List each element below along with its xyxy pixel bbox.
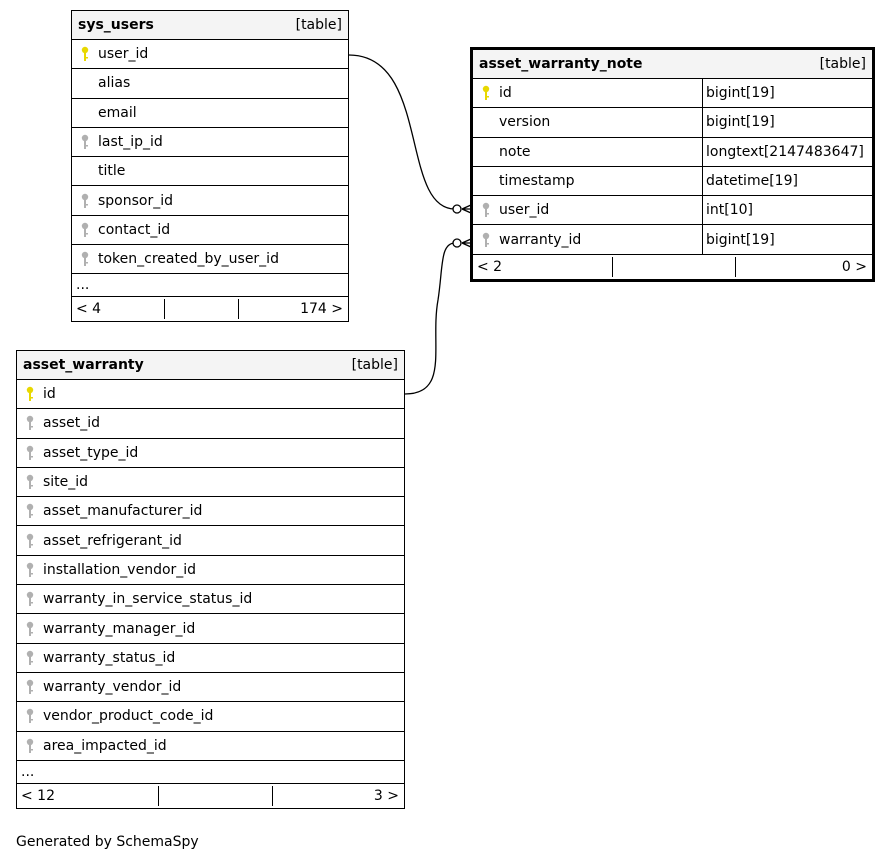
column-name: warranty_vendor_id	[43, 679, 182, 696]
column-type: int[10]	[702, 196, 872, 224]
column-row-sponsor-id[interactable]	[72, 186, 348, 215]
table-name: sys_users	[78, 17, 154, 33]
column-name: installation_vendor_id	[43, 561, 197, 578]
table-header	[17, 351, 404, 380]
column-name: warranty_id	[499, 231, 582, 248]
column-name: asset_id	[43, 415, 101, 432]
foreign-key-icon	[17, 474, 43, 490]
foreign-key-icon	[17, 562, 43, 578]
column-name: email	[98, 104, 137, 121]
column-row-version[interactable]	[473, 108, 872, 137]
column-row-warranty-status-id[interactable]	[17, 644, 404, 673]
link-warranty-id-optional-marker	[453, 239, 461, 247]
foreign-key-icon	[72, 222, 98, 238]
column-name: contact_id	[98, 221, 171, 238]
footer-divider	[735, 257, 736, 277]
table-type-label: [table]	[351, 357, 398, 373]
parents-count[interactable]: < 2	[477, 258, 503, 275]
column-row-last-ip-id[interactable]	[72, 128, 348, 157]
column-row-asset-refrigerant-id[interactable]	[17, 526, 404, 555]
foreign-key-icon	[17, 533, 43, 549]
table-name: asset_warranty	[23, 357, 144, 373]
foreign-key-icon	[17, 503, 43, 519]
column-name: token_created_by_user_id	[98, 251, 279, 268]
table-header	[473, 50, 872, 79]
column-type: longtext[2147483647]	[702, 138, 872, 166]
foreign-key-icon	[72, 193, 98, 209]
column-type: datetime[19]	[702, 167, 872, 195]
column-row-alias[interactable]	[72, 69, 348, 98]
column-name: warranty_in_service_status_id	[43, 591, 253, 608]
more-columns-indicator: ...	[17, 761, 404, 784]
table-header	[72, 11, 348, 40]
foreign-key-icon	[72, 134, 98, 150]
column-name: vendor_product_code_id	[43, 708, 214, 725]
foreign-key-icon	[17, 445, 43, 461]
column-row-user-id[interactable]	[72, 40, 348, 69]
column-name: user_id	[98, 46, 149, 63]
column-row-asset-type-id[interactable]	[17, 439, 404, 468]
column-row-warranty-vendor-id[interactable]	[17, 673, 404, 702]
column-name: alias	[98, 75, 131, 92]
column-row-vendor-product-code-id[interactable]	[17, 702, 404, 731]
column-row-installation-vendor-id[interactable]	[17, 556, 404, 585]
table-name: asset_warranty_note	[479, 56, 643, 72]
footer-divider	[158, 786, 159, 806]
column-row-title[interactable]	[72, 157, 348, 186]
column-row-note[interactable]	[473, 138, 872, 167]
column-row-contact-id[interactable]	[72, 216, 348, 245]
table-type-label: [table]	[819, 56, 866, 72]
column-list	[473, 79, 872, 255]
foreign-key-icon	[17, 738, 43, 754]
column-name: user_id	[499, 202, 550, 219]
table-sys-users[interactable]	[71, 10, 349, 322]
footer-divider	[164, 299, 165, 319]
column-row-asset-id[interactable]	[17, 409, 404, 438]
link-warranty-id	[405, 243, 455, 394]
table-asset-warranty-note[interactable]	[470, 47, 875, 282]
foreign-key-icon	[72, 251, 98, 267]
foreign-key-icon	[17, 679, 43, 695]
foreign-key-icon	[473, 232, 499, 248]
foreign-key-icon	[17, 708, 43, 724]
column-name: asset_type_id	[43, 444, 139, 461]
column-name: note	[499, 143, 531, 160]
column-name: timestamp	[499, 173, 575, 190]
column-row-email[interactable]	[72, 99, 348, 128]
column-row-token-created-by-user-id[interactable]	[72, 245, 348, 274]
column-row-area-impacted-id[interactable]	[17, 732, 404, 761]
column-name: id	[43, 386, 56, 403]
column-name: site_id	[43, 474, 89, 491]
link-user-id-optional-marker	[453, 205, 461, 213]
footer-divider	[272, 786, 273, 806]
column-name: version	[499, 114, 551, 131]
parents-count[interactable]: < 4	[76, 301, 102, 318]
column-row-warranty-id[interactable]	[473, 225, 872, 254]
table-footer	[17, 784, 404, 808]
table-footer	[72, 297, 348, 321]
parents-count[interactable]: < 12	[21, 787, 55, 804]
table-asset-warranty[interactable]	[16, 350, 405, 809]
column-name: id	[499, 85, 512, 102]
column-type: bigint[19]	[702, 225, 872, 253]
primary-key-icon	[72, 46, 98, 62]
column-row-warranty-manager-id[interactable]	[17, 614, 404, 643]
primary-key-icon	[473, 85, 499, 101]
column-name: warranty_status_id	[43, 649, 176, 666]
footer-divider	[612, 257, 613, 277]
column-name: area_impacted_id	[43, 737, 167, 754]
table-footer	[473, 255, 872, 279]
children-count[interactable]: 3 >	[373, 787, 399, 804]
link-user-id	[349, 55, 455, 209]
foreign-key-icon	[17, 621, 43, 637]
column-row-warranty-in-service-status-id[interactable]	[17, 585, 404, 614]
foreign-key-icon	[17, 650, 43, 666]
primary-key-icon	[17, 386, 43, 402]
footer-divider	[238, 299, 239, 319]
column-type: bigint[19]	[702, 79, 872, 107]
generated-by-footer: Generated by SchemaSpy	[16, 834, 199, 850]
table-type-label: [table]	[295, 17, 342, 33]
column-name: asset_manufacturer_id	[43, 503, 203, 520]
column-name: title	[98, 163, 126, 180]
column-row-id[interactable]	[473, 79, 872, 108]
column-name: warranty_manager_id	[43, 620, 196, 637]
children-count[interactable]: 174 >	[300, 301, 343, 318]
column-row-timestamp[interactable]	[473, 167, 872, 196]
column-list	[72, 40, 348, 274]
column-name: last_ip_id	[98, 134, 163, 151]
column-row-site-id[interactable]	[17, 468, 404, 497]
foreign-key-icon	[17, 591, 43, 607]
foreign-key-icon	[473, 202, 499, 218]
foreign-key-icon	[17, 415, 43, 431]
column-list	[17, 380, 404, 761]
more-columns-indicator: ...	[72, 274, 348, 297]
column-row-id[interactable]	[17, 380, 404, 409]
column-type: bigint[19]	[702, 108, 872, 136]
column-row-asset-manufacturer-id[interactable]	[17, 497, 404, 526]
column-name: asset_refrigerant_id	[43, 532, 182, 549]
children-count[interactable]: 0 >	[841, 258, 867, 275]
column-row-user-id[interactable]	[473, 196, 872, 225]
column-name: sponsor_id	[98, 192, 174, 209]
